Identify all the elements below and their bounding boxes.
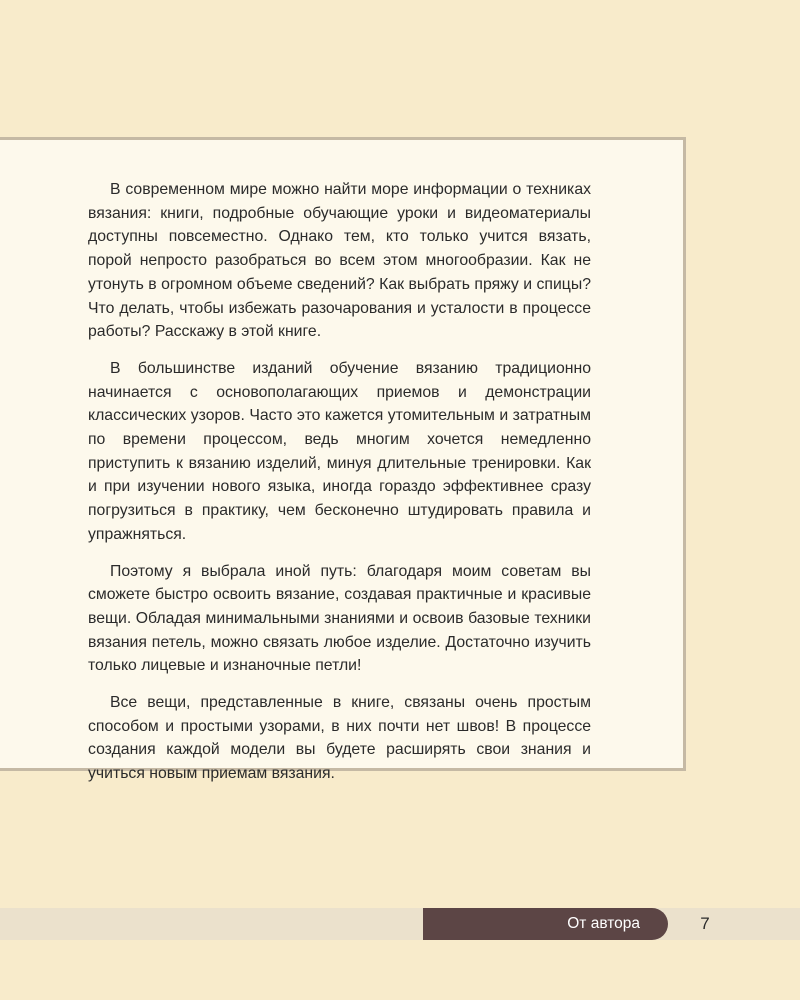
paragraph-1: В современном мире можно найти море информации о техниках вязания: книги, подробные обучающие уроки и видеоматериалы доступны повсеместно. Однако тем, кто только учится вязать, порой непросто разобраться во всем этом многообразии. Как не утонуть в огромном объеме сведений? Как выбрать пряжу и спицы? Что делать, чтобы избежать разочарования и усталости в процессе работы? Расскажу в этой книге. [88, 181, 591, 341]
section-label: От автора [567, 915, 640, 932]
paragraph-2: В большинстве изданий обучение вязанию традиционно начинается с основополагающих приемов и демонстрации классических узоров. Часто это кажется утомительным и затратным по времени процессом, ведь многим хочется немедленно приступить к вязанию изделий, минуя длительные тренировки. Как и при изучении нового языка, иногда гораздо эффективнее сразу погрузиться в практику, чем бесконечно штудировать правила и упражняться. [88, 359, 591, 543]
section-tab [423, 908, 668, 940]
body-text [88, 178, 591, 799]
footer-band [0, 908, 800, 940]
paragraph-3: Поэтому я выбрала иной путь: благодаря моим советам вы сможете быстро освоить вязание, создавая практичные и красивые вещи. Обладая минимальными знаниями и освоив базовые техники вязания петель, можно связать любое изделие. Достаточно изучить только лицевые и изнаночные петли! [88, 562, 591, 675]
page-number: 7 [700, 914, 710, 933]
paragraph-4: Все вещи, представленные в книге, связаны очень простым способом и простыми узорами, в них почти нет швов! В процессе создания каждой модели вы будете расширять свои знания и учиться новым приемам вязания. [88, 694, 591, 783]
